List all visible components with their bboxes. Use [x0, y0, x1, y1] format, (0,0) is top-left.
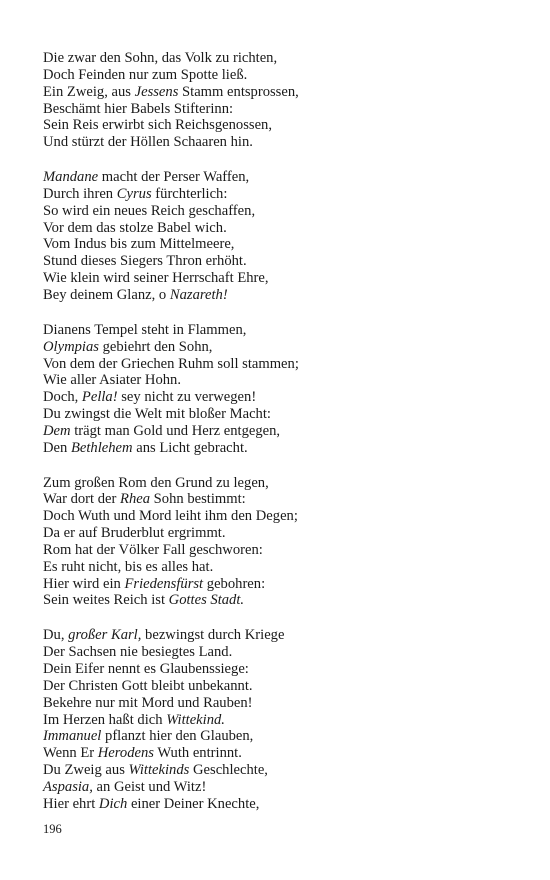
italic-text: Herodens	[97, 745, 154, 762]
text-segment: Hier ehrt	[43, 795, 99, 812]
verse-line	[43, 695, 513, 712]
text-segment: Geschlechte,	[189, 762, 268, 779]
verse-line	[43, 712, 513, 729]
italic-text: Dem	[43, 422, 71, 439]
stanza	[43, 627, 513, 812]
verse-line	[43, 508, 513, 525]
verse-line	[43, 627, 513, 644]
text-segment: Vom Indus bis zum Mittelmeere,	[43, 236, 235, 253]
text-segment: gebohren:	[203, 575, 266, 592]
italic-text: Gottes Stadt.	[168, 592, 245, 609]
text-segment: Da er auf Bruderblut ergrimmt.	[43, 525, 226, 542]
stanza	[43, 475, 513, 610]
text-segment: Der Sachsen nie besiegtes Land.	[43, 644, 233, 661]
italic-text: Aspasia,	[43, 778, 93, 795]
text-segment: Und stürzt der Höllen Schaaren hin.	[43, 134, 253, 151]
text-segment: So wird ein neues Reich geschaffen,	[43, 202, 256, 219]
text-segment: Dianens Tempel steht in Flammen,	[43, 321, 247, 338]
text-segment: einer Deiner Knechte,	[127, 795, 260, 812]
italic-text: Pella!	[81, 389, 118, 406]
text-segment: Es ruht nicht, bis es alles hat.	[43, 558, 214, 575]
verse-line	[43, 372, 513, 389]
text-segment: Hier wird ein	[43, 575, 125, 592]
text-segment: pflanzt hier den Glauben,	[101, 728, 254, 745]
verse-line	[43, 169, 513, 186]
italic-text: Wittekinds	[128, 762, 190, 779]
verse-line	[43, 339, 513, 356]
text-segment: gebiehrt den Sohn,	[98, 338, 213, 355]
text-segment: Vor dem das stolze Babel wich.	[43, 219, 227, 236]
verse-line	[43, 592, 513, 609]
verse-line	[43, 762, 513, 779]
verse-line	[43, 475, 513, 492]
verse-line	[43, 491, 513, 508]
verse-line	[43, 356, 513, 373]
text-segment: Der Christen Gott bleibt unbekannt.	[43, 677, 253, 694]
verse-line	[43, 678, 513, 695]
text-segment: War dort der	[43, 491, 121, 508]
text-segment: Bekehre nur mit Mord und Rauben!	[43, 694, 253, 711]
verse-line	[43, 542, 513, 559]
verse-line	[43, 270, 513, 287]
text-segment: Ein Zweig, aus	[43, 83, 135, 100]
text-segment: Du,	[43, 627, 69, 644]
italic-text: Wittekind.	[166, 711, 225, 728]
verse-line	[43, 84, 513, 101]
verse-line	[43, 253, 513, 270]
verse-line	[43, 779, 513, 796]
text-segment: Rom hat der Völker Fall geschworen:	[43, 541, 263, 558]
text-segment: Sein Reis erwirbt sich Reichsgenossen,	[43, 117, 273, 134]
text-segment: Wenn Er	[43, 745, 98, 762]
verse-line	[43, 203, 513, 220]
text-segment: Doch Wuth und Mord leiht ihm den Degen;	[43, 508, 298, 525]
verse-line	[43, 134, 513, 151]
text-segment: Stund dieses Siegers Thron erhöht.	[43, 253, 247, 270]
italic-text: Cyrus	[116, 185, 152, 202]
verse-line	[43, 287, 513, 304]
verse-line	[43, 50, 513, 67]
italic-text: großer Karl,	[68, 627, 142, 644]
italic-text: Dich	[98, 795, 128, 812]
verse-line	[43, 220, 513, 237]
verse-line	[43, 440, 513, 457]
verse-line	[43, 745, 513, 762]
verse-line	[43, 525, 513, 542]
italic-text: Nazareth!	[169, 286, 228, 303]
text-segment: Durch ihren	[43, 185, 117, 202]
italic-text: Immanuel	[43, 728, 102, 745]
text-segment: Wie aller Asiater Hohn.	[43, 372, 182, 389]
verse-line	[43, 101, 513, 118]
verse-line	[43, 67, 513, 84]
text-segment: Von dem der Griechen Ruhm soll stammen;	[43, 355, 299, 372]
text-segment: sey nicht zu verwegen!	[117, 389, 257, 406]
italic-text: Mandane	[43, 169, 99, 186]
text-segment: an Geist und Witz!	[92, 778, 207, 795]
text-segment: Doch Feinden nur zum Spotte ließ.	[43, 66, 248, 83]
verse-line	[43, 406, 513, 423]
text-segment: Zum großen Rom den Grund zu legen,	[43, 474, 269, 491]
text-segment: Wie klein wird seiner Herrschaft Ehre,	[43, 270, 269, 287]
verse-line	[43, 186, 513, 203]
page-number: 196	[43, 822, 62, 836]
verse-line	[43, 117, 513, 134]
verse-line	[43, 423, 513, 440]
stanza	[43, 50, 513, 151]
poem-text	[43, 50, 513, 831]
verse-line	[43, 728, 513, 745]
italic-text: Friedensfürst	[124, 575, 204, 592]
verse-line	[43, 644, 513, 661]
text-segment: trägt man Gold und Herz entgegen,	[70, 422, 281, 439]
stanza	[43, 169, 513, 304]
stanza	[43, 322, 513, 457]
text-segment: ans Licht gebracht.	[132, 439, 248, 456]
text-segment: fürchterlich:	[151, 185, 228, 202]
text-segment: Im Herzen haßt dich	[43, 711, 167, 728]
text-segment: Du zwingst die Welt mit bloßer Macht:	[43, 406, 271, 423]
text-segment: Bey deinem Glanz, o	[43, 286, 170, 303]
verse-line	[43, 389, 513, 406]
text-segment: macht der Perser Waffen,	[98, 169, 250, 186]
italic-text: Rhea	[120, 491, 151, 508]
text-segment: Beschämt hier Babels Stifterinn:	[43, 100, 234, 117]
text-segment: Sein weites Reich ist	[43, 592, 169, 609]
text-segment: Du Zweig aus	[43, 762, 129, 779]
verse-line	[43, 236, 513, 253]
text-segment: Stamm entsprossen,	[178, 83, 299, 100]
text-segment: Die zwar den Sohn, das Volk zu richten,	[43, 50, 278, 66]
italic-text: Olympias	[43, 338, 99, 355]
text-segment: Sohn bestimmt:	[150, 491, 246, 508]
text-segment: Wuth entrinnt.	[153, 745, 242, 762]
text-segment: bezwingst durch Kriege	[141, 627, 285, 644]
text-segment: Doch,	[43, 389, 82, 406]
verse-line	[43, 559, 513, 576]
italic-text: Bethlehem	[70, 439, 133, 456]
text-segment: Dein Eifer nennt es Glaubenssiege:	[43, 661, 249, 677]
verse-line	[43, 661, 513, 678]
verse-line	[43, 322, 513, 339]
italic-text: Jessens	[134, 83, 179, 100]
verse-line	[43, 796, 513, 813]
text-segment: Den	[43, 439, 71, 456]
verse-line	[43, 576, 513, 593]
